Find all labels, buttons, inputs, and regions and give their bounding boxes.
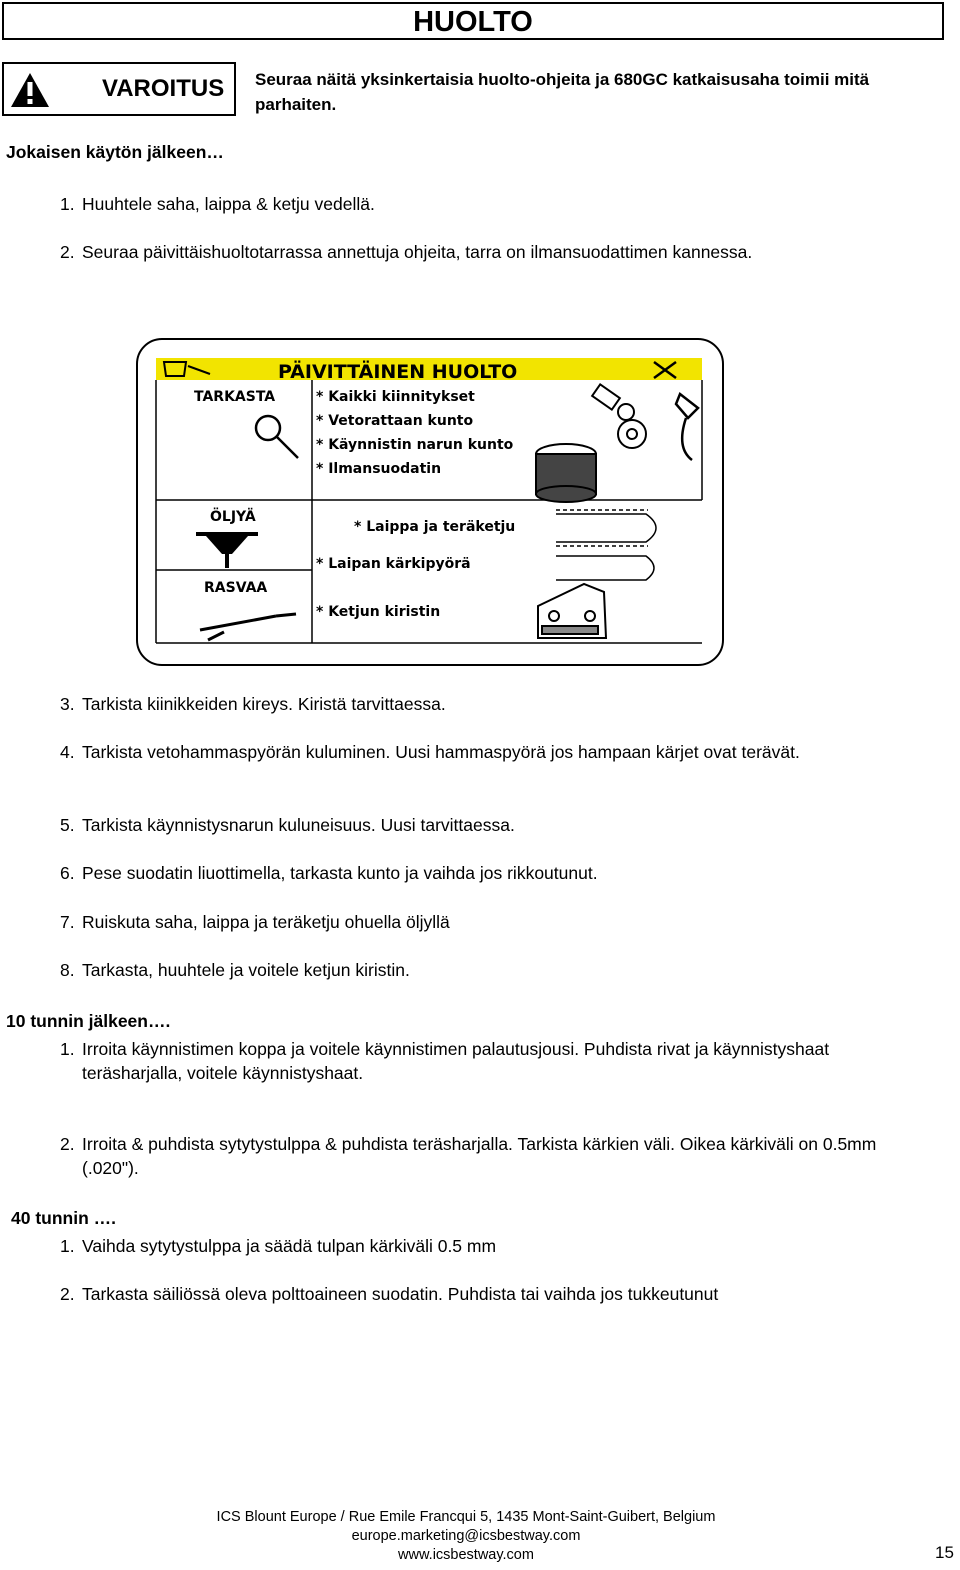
- list-item-text: Tarkista käynnistysnarun kuluneisuus. Uusi tarvittaessa.: [82, 815, 515, 835]
- list-item: [60, 192, 920, 216]
- page-number: 15: [935, 1543, 954, 1562]
- list-item: [60, 1282, 920, 1306]
- decal-oil-item: * Laippa ja teräketju: [354, 519, 516, 535]
- list-item-number: 8.: [60, 960, 75, 980]
- decal-oil-label: ÖLJYÄ: [210, 509, 256, 525]
- decal-check-item: * Vetorattaan kunto: [316, 413, 474, 429]
- list-item-number: 2.: [60, 1284, 75, 1304]
- decal-check-label: TARKASTA: [194, 389, 276, 405]
- list-item-number: 7.: [60, 912, 75, 932]
- oil-funnel-icon: [196, 532, 258, 568]
- warning-label: VAROITUS: [102, 75, 225, 102]
- footer-address: ICS Blount Europe / Rue Emile Francqui 5, 1435 Mont-Saint-Guibert, Belgium: [216, 1509, 716, 1525]
- footer-website: www.icsbestway.com: [398, 1547, 534, 1563]
- page-footer: [0, 1508, 932, 1565]
- daily-maintenance-decal: [136, 338, 724, 666]
- bar-and-chain-icon: [556, 510, 656, 580]
- list-item-number: 1.: [60, 1039, 75, 1059]
- list-item-text: Tarkista vetohammaspyörän kuluminen. Uusi hammaspyörä jos hampaan kärjet ovat terävät.: [82, 742, 800, 762]
- list-item-number: 1.: [60, 1236, 75, 1256]
- decal-grease-item: * Ketjun kiristin: [316, 604, 441, 620]
- list-item: [60, 692, 920, 716]
- list-item-number: 4.: [60, 742, 75, 762]
- list-item: [60, 910, 920, 934]
- list-item-text: Irroita käynnistimen koppa ja voitele käynnistimen palautusjousi. Puhdista rivat ja käynnistyshaat teräsharjalla, voitele käynnistyshaat.: [82, 1039, 830, 1083]
- list-item-text: Irroita & puhdista sytytystulppa & puhdista teräsharjalla. Tarkista kärkien väli. Oikea kärkiväli on 0.5mm (.020").: [82, 1134, 877, 1178]
- list-item-number: 2.: [60, 242, 75, 262]
- sprocket-icon: [618, 420, 646, 448]
- decal-grease-item: * Laipan kärkipyörä: [316, 556, 471, 572]
- decal-check-item: * Käynnistin narun kunto: [316, 437, 514, 453]
- list-item-number: 5.: [60, 815, 75, 835]
- footer-email: europe.marketing@icsbestway.com: [351, 1528, 581, 1544]
- list-item: [60, 1037, 920, 1085]
- list-item-number: 2.: [60, 1134, 75, 1154]
- section-heading-after-10-hours: 10 tunnin jälkeen….: [6, 1011, 171, 1031]
- bolt-icon: [592, 384, 634, 420]
- list-item: [60, 1132, 920, 1180]
- grease-gun-icon: [200, 614, 296, 640]
- list-item-text: Tarkasta, huuhtele ja voitele ketjun kiristin.: [82, 960, 410, 980]
- list-item-text: Tarkasta säiliössä oleva polttoaineen suodatin. Puhdista tai vaihda jos tukkeutunut: [82, 1284, 719, 1304]
- list-item-text: Ruiskuta saha, laippa ja teräketju ohuella öljyllä: [82, 912, 450, 932]
- decal-title: PÄIVITTÄINEN HUOLTO: [278, 361, 518, 383]
- list-item: [60, 813, 920, 837]
- warning-triangle-icon: [10, 71, 50, 109]
- warning-text: Seuraa näitä yksinkertaisia huolto-ohjeita ja 680GC katkaisusaha toimii mitä parhaiten.: [255, 70, 870, 114]
- section-heading-after-40-hours: 40 tunnin ….: [11, 1208, 116, 1228]
- air-filter-icon: [536, 444, 596, 502]
- list-item-text: Tarkista kiinikkeiden kireys. Kiristä tarvittaessa.: [82, 694, 446, 714]
- list-item-text: Vaihda sytytystulppa ja säädä tulpan kärkiväli 0.5 mm: [82, 1236, 497, 1256]
- list-item-number: 1.: [60, 194, 75, 214]
- warning-box: [2, 62, 236, 116]
- magnifier-icon: [256, 416, 298, 458]
- list-item: [60, 958, 920, 982]
- decal-check-item: * Kaikki kiinnitykset: [316, 389, 475, 405]
- page-title: [2, 2, 944, 40]
- list-item: [60, 861, 920, 885]
- list-item: [60, 240, 920, 264]
- list-item: [60, 740, 920, 764]
- decal-grease-label: RASVAA: [204, 580, 268, 596]
- chain-tensioner-icon: [538, 584, 606, 638]
- section-heading-after-each-use: Jokaisen käytön jälkeen…: [6, 142, 224, 162]
- page-title-text: HUOLTO: [413, 6, 533, 38]
- list-item-number: 3.: [60, 694, 75, 714]
- list-item-number: 6.: [60, 863, 75, 883]
- decal-check-item: * Ilmansuodatin: [316, 461, 442, 477]
- starter-handle-icon: [676, 394, 698, 460]
- list-item-text: Pese suodatin liuottimella, tarkasta kunto ja vaihda jos rikkoutunut.: [82, 863, 598, 883]
- list-item-text: Huuhtele saha, laippa & ketju vedellä.: [82, 194, 375, 214]
- list-item-text: Seuraa päivittäishuoltotarrassa annettuja ohjeita, tarra on ilmansuodattimen kannessa.: [82, 242, 753, 262]
- list-item: [60, 1234, 920, 1258]
